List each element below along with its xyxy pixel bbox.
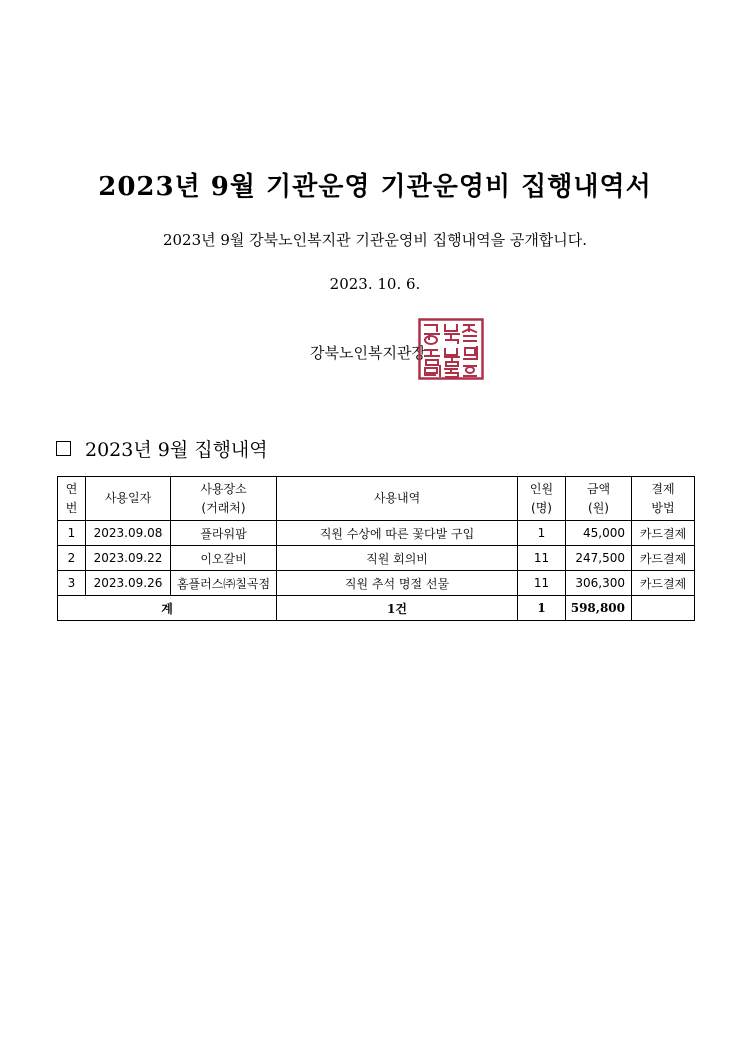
section-heading	[56, 435, 268, 462]
header-detail: 사용내역	[277, 477, 518, 521]
cell-date: 2023.09.26	[86, 571, 171, 596]
cell-people: 11	[518, 546, 566, 571]
cell-place: 플라워팜	[171, 521, 277, 546]
cell-place: 이오갈비	[171, 546, 277, 571]
section-heading-text: 2023년 9월 집행내역	[85, 439, 268, 461]
official-seal-stamp	[418, 318, 484, 380]
table-header-row	[58, 477, 695, 521]
cell-no: 2	[58, 546, 86, 571]
cell-amount: 247,500	[566, 546, 632, 571]
cell-detail: 직원 회의비	[277, 546, 518, 571]
document-title: 2023년 9월 기관운영 기관운영비 집행내역서	[98, 172, 652, 202]
table-row	[58, 571, 695, 596]
table-total-row	[58, 596, 695, 621]
cell-date: 2023.09.22	[86, 546, 171, 571]
table-row	[58, 546, 695, 571]
cell-place: 홈플러스㈜칠곡점	[171, 571, 277, 596]
cell-detail: 직원 추석 명절 선물	[277, 571, 518, 596]
total-people: 1	[518, 596, 566, 621]
document-subtitle: 2023년 9월 강북노인복지관 기관운영비 집행내역을 공개합니다.	[162, 231, 588, 249]
document-date: 2023. 10. 6.	[329, 275, 421, 293]
cell-people: 11	[518, 571, 566, 596]
cell-people: 1	[518, 521, 566, 546]
cell-no: 3	[58, 571, 86, 596]
cell-method: 카드결제	[632, 521, 695, 546]
cell-detail: 직원 수상에 따른 꽃다발 구입	[277, 521, 518, 546]
total-amount: 598,800	[566, 596, 632, 621]
expenditure-table	[57, 476, 695, 621]
header-method: 결제 방법	[632, 477, 695, 521]
header-place: 사용장소 (거래처)	[171, 477, 277, 521]
header-no: 연 번	[58, 477, 86, 521]
cell-no: 1	[58, 521, 86, 546]
header-people: 인원 (명)	[518, 477, 566, 521]
header-amount: 금액 (원)	[566, 477, 632, 521]
cell-date: 2023.09.08	[86, 521, 171, 546]
checkbox-square-icon	[56, 441, 71, 456]
cell-method: 카드결제	[632, 571, 695, 596]
organization-name: 강북노인복지관장	[310, 344, 426, 362]
cell-amount: 306,300	[566, 571, 632, 596]
total-method	[632, 596, 695, 621]
cell-amount: 45,000	[566, 521, 632, 546]
total-label: 계	[58, 596, 277, 621]
cell-method: 카드결제	[632, 546, 695, 571]
table-row	[58, 521, 695, 546]
total-count: 1건	[277, 596, 518, 621]
header-date: 사용일자	[86, 477, 171, 521]
